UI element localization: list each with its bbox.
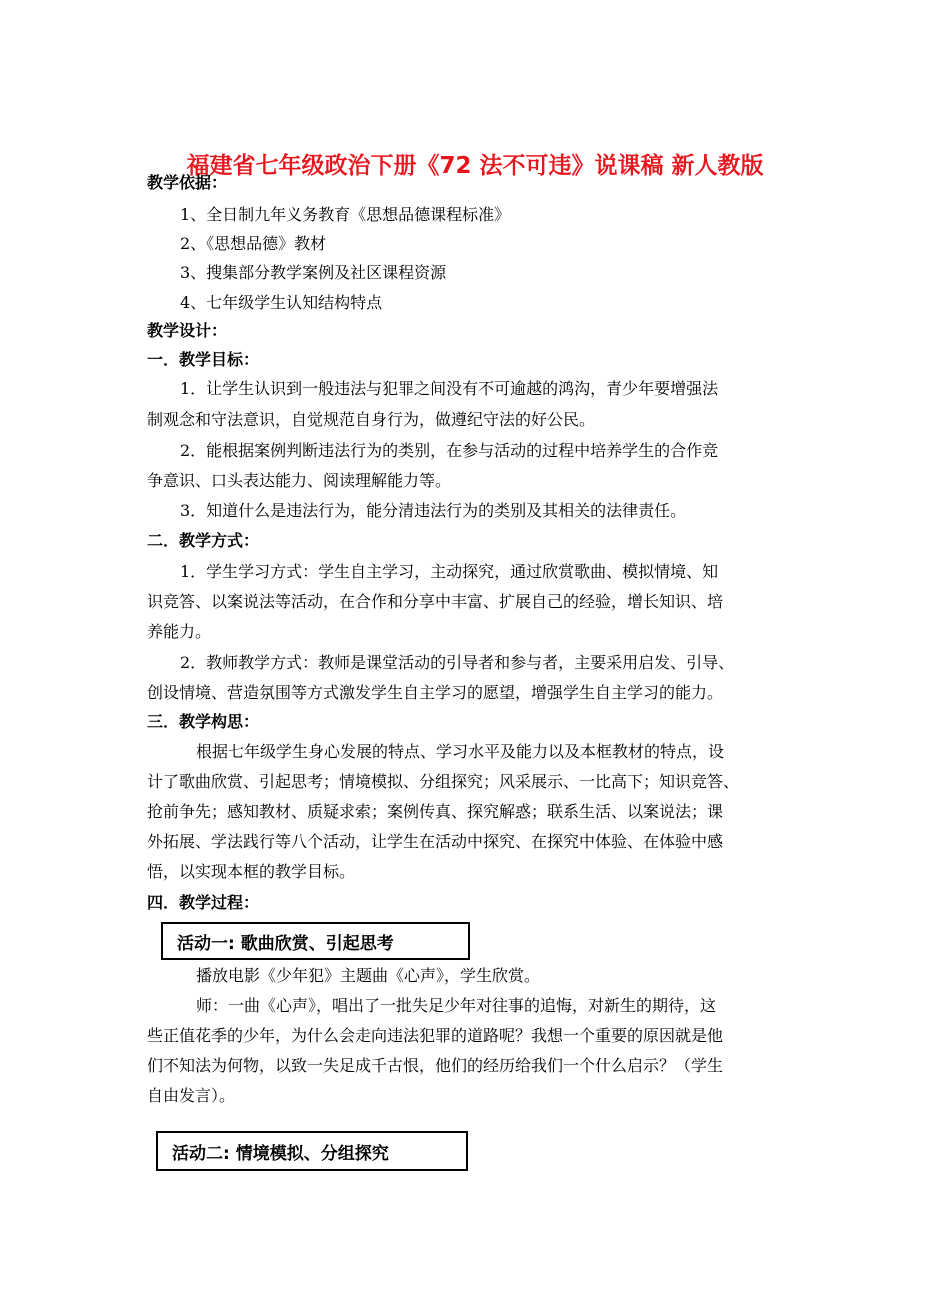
basis-heading: 教学依据： <box>147 173 228 192</box>
methods-line: 识竞答、以案说法等活动，在合作和分享中丰富、扩展自己的经验，增长知识、培 <box>147 592 724 611</box>
activity-1-box <box>161 922 470 960</box>
methods-line: 养能力。 <box>147 622 212 641</box>
basis-item: 2、《思想品德》教材 <box>180 234 327 253</box>
methods-line: 创设情境、营造氛围等方式激发学生自主学习的愿望，增强学生自主学习的能力。 <box>147 683 724 702</box>
goals-heading: 一．教学目标： <box>147 350 260 369</box>
basis-item: 4、七年级学生认知结构特点 <box>180 293 383 312</box>
goals-line: 2．能根据案例判断违法行为的类别，在参与活动的过程中培养学生的合作竞 <box>180 441 719 460</box>
activity-2-label: 活动二: 情境模拟、分组探究 <box>172 1143 389 1164</box>
activity-1-line: 播放电影《少年犯》主题曲《心声》，学生欣赏。 <box>196 966 541 985</box>
activity-1-line: 些正值花季的少年，为什么会走向违法犯罪的道路呢？我想一个重要的原因就是他 <box>147 1026 724 1045</box>
basis-item: 3、搜集部分教学案例及社区课程资源 <box>180 263 447 282</box>
activity-1-line: 们不知法为何物，以致一失足成千古恨，他们的经历给我们一个什么启示？（学生 <box>147 1056 724 1075</box>
activity-1-line: 师：一曲《心声》，唱出了一批失足少年对往事的追悔，对新生的期待，这 <box>196 996 717 1015</box>
activity-2-box <box>156 1131 468 1171</box>
goals-line: 3．知道什么是违法行为，能分清违法行为的类别及其相关的法律责任。 <box>180 501 687 520</box>
document-title: 福建省七年级政治下册《72 法不可违》说课稿 新人教版 <box>186 153 764 179</box>
concept-line: 抢前争先；感知教材、质疑求索；案例传真、探究解惑；联系生活、以案说法；课 <box>147 802 724 821</box>
basis-item: 1、全日制九年义务教育《思想品德课程标准》 <box>180 205 511 224</box>
goals-line: 1．让学生认识到一般违法与犯罪之间没有不可逾越的鸿沟，青少年要增强法 <box>180 379 719 398</box>
goals-line: 争意识、口头表达能力、阅读理解能力等。 <box>147 471 452 490</box>
concept-line: 外拓展、学法践行等八个活动，让学生在活动中探究、在探究中体验、在体验中感 <box>147 832 724 851</box>
methods-heading: 二．教学方式： <box>147 531 260 550</box>
activity-1-line: 自由发言）。 <box>147 1086 236 1105</box>
concept-line: 计了歌曲欣赏、引起思考；情境模拟、分组探究；风采展示、一比高下；知识竞答、 <box>147 772 740 791</box>
design-heading: 教学设计： <box>147 321 228 340</box>
methods-line: 2．教师教学方式：教师是课堂活动的引导者和参与者，主要采用启发、引导、 <box>180 653 735 672</box>
process-heading: 四．教学过程： <box>147 893 260 912</box>
goals-line: 制观念和守法意识，自觉规范自身行为，做遵纪守法的好公民。 <box>147 410 596 429</box>
concept-line: 悟，以实现本框的教学目标。 <box>147 862 356 881</box>
concept-line: 根据七年级学生身心发展的特点、学习水平及能力以及本框教材的特点，设 <box>196 742 725 761</box>
methods-line: 1．学生学习方式：学生自主学习，主动探究，通过欣赏歌曲、模拟情境、知 <box>180 562 719 581</box>
concept-heading: 三．教学构思： <box>147 712 260 731</box>
activity-1-label: 活动一: 歌曲欣赏、引起思考 <box>177 933 394 954</box>
